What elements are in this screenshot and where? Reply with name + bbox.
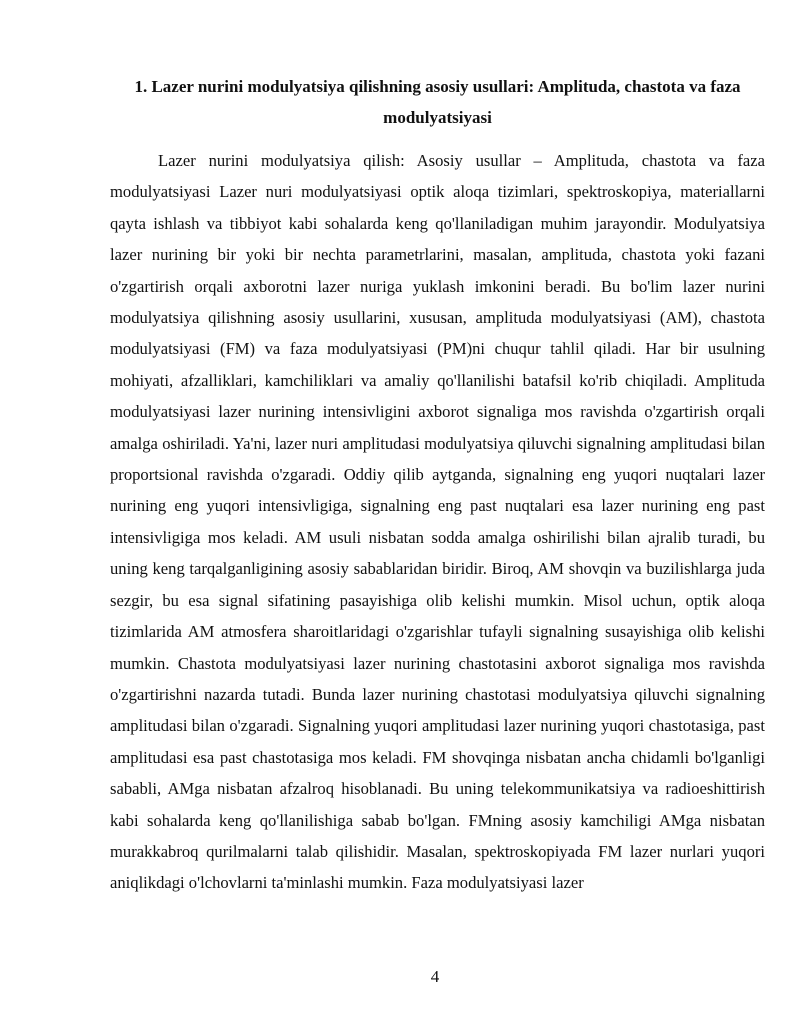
section-heading: 1. Lazer nurini modulyatsiya qilishning asosiy usullari: Amplituda, chastota va faza modulyatsiyasi (134, 77, 741, 127)
body-paragraph: Lazer nurini modulyatsiya qilish: Asosiy usullar – Amplituda, chastota va faza modulyatsiyasi Lazer nuri modulyatsiyasi optik aloqa tizimlari, spektroskopiya, materiallarni qayta ishlash va tibbiyot kabi sohalarda keng qo'llaniladigan muhim jarayondir. Modulyatsiya lazer nurining bir yoki bir nechta parametrlarini, masalan, amplituda, chastota yoki fazani o'zgartirish orqali axborotni lazer nuriga yuklash imkonini beradi. Bu bo'lim lazer nurini modulyatsiya qilishning asosiy usullarini, xususan, amplituda modulyatsiyasi (AM), chastota modulyatsiyasi (FM) va faza modulyatsiyasi (PM)ni chuqur tahlil qiladi. Har bir usulning mohiyati, afzalliklari, kamchiliklari va amaliy qo'llanilishi batafsil ko'rib chiqiladi. Amplituda modulyatsiyasi lazer nurining intensivligini axborot signaliga mos ravishda o'zgartirish orqali amalga oshiriladi. Ya'ni, lazer nuri amplitudasi modulyatsiya qiluvchi signalning amplitudasi bilan proportsional ravishda o'zgaradi. Oddiy qilib aytganda, signalning eng yuqori nuqtalari lazer nurining eng yuqori intensivligiga, signalning eng past nuqtalari esa lazer nurining eng past intensivligiga mos keladi. AM usuli nisbatan sodda amalga oshirilishi bilan ajralib turadi, bu uning keng tarqalganligining asosiy sabablaridan biridir. Biroq, AM shovqin va buzilishlarga juda sezgir, bu esa signal sifatining pasayishiga olib kelishi mumkin. Misol uchun, optik aloqa tizimlarida AM atmosfera sharoitlaridagi o'zgarishlar tufayli signalning susayishiga olib kelishi mumkin. Chastota modulyatsiyasi lazer nurining chastotasini axborot signaliga mos ravishda o'zgartirishni nazarda tutadi. Bunda lazer nurining chastotasi modulyatsiya qiluvchi signalning amplitudasi bilan o'zgaradi. Signalning yuqori amplitudasi lazer nurining yuqori chastotasiga, past amplitudasi esa past chastotasiga mos keladi. FM shovqinga nisbatan ancha chidamli bo'lganligi sababli, AMga nisbatan afzalroq hisoblanadi. Bu uning telekommunikatsiya va radioeshittirish kabi sohalarda keng qo'llanilishiga sabab bo'lgan. FMning asosiy kamchiligi AMga nisbatan murakkabroq qurilmalarni talab qilishidir. Masalan, spektroskopiyada FM lazer nurlari yuqori aniqlikdagi o'lchovlarni ta'minlashi mumkin. Faza modulyatsiyasi lazer (110, 151, 765, 893)
page-number: 4 (430, 967, 440, 986)
